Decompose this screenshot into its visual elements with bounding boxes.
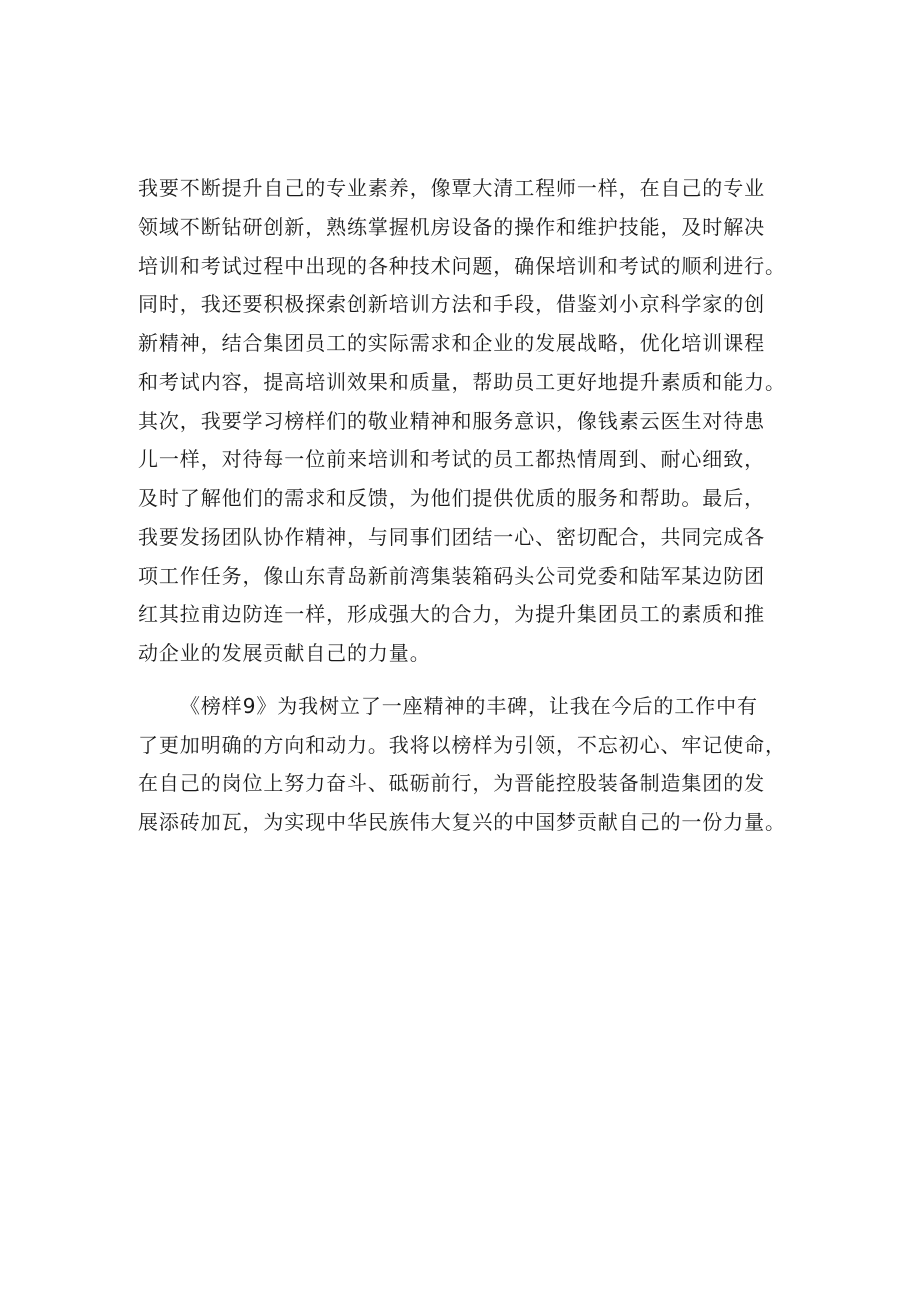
paragraph-2-line-2: 了更加明确的方向和动力。我将以榜样为引领，不忘初心、牢记使命， [138, 733, 786, 757]
paragraph-1-line-6: 和考试内容，提高培训效果和质量，帮助员工更好地提升素质和能力。 [138, 370, 786, 394]
paragraph-1-line-13: 动企业的发展贡献自己的力量。 [138, 641, 431, 665]
paragraph-1-line-11: 项工作任务，像山东青岛新前湾集装箱码头公司党委和陆军某边防团 [138, 564, 765, 588]
paragraph-1-line-1: 我要不断提升自己的专业素养，像覃大清工程师一样，在自己的专业 [138, 176, 765, 200]
paragraph-1-line-10: 我要发扬团队协作精神，与同事们团结一心、密切配合，共同完成各 [138, 525, 765, 549]
paragraph-1-line-9: 及时了解他们的需求和反馈，为他们提供优质的服务和帮助。最后， [138, 486, 765, 510]
paragraph-2-line-1: 《榜样9》为我树立了一座精神的丰碑，让我在今后的工作中有 [180, 694, 758, 718]
paragraph-1-line-3: 培训和考试过程中出现的各种技术问题，确保培训和考试的顺利进行。 [138, 254, 786, 278]
paragraph-2-line-3: 在自己的岗位上努力奋斗、砥砺前行，为晋能控股装备制造集团的发 [138, 771, 765, 795]
paragraph-1-line-8: 儿一样，对待每一位前来培训和考试的员工都热情周到、耐心细致， [138, 447, 765, 471]
paragraph-1-line-12: 红其拉甫边防连一样，形成强大的合力，为提升集团员工的素质和推 [138, 602, 765, 626]
paragraph-1-line-4: 同时，我还要积极探索创新培训方法和手段，借鉴刘小京科学家的创 [138, 292, 765, 316]
paragraph-1-line-7: 其次，我要学习榜样们的敬业精神和服务意识，像钱素云医生对待患 [138, 409, 765, 433]
paragraph-1-line-5: 新精神，结合集团员工的实际需求和企业的发展战略，优化培训课程 [138, 331, 765, 355]
paragraph-1-line-2: 领域不断钻研创新，熟练掌握机房设备的操作和维护技能，及时解决 [138, 215, 765, 239]
paragraph-2-line-4: 展添砖加瓦，为实现中华民族伟大复兴的中国梦贡献自己的一份力量。 [138, 810, 786, 834]
